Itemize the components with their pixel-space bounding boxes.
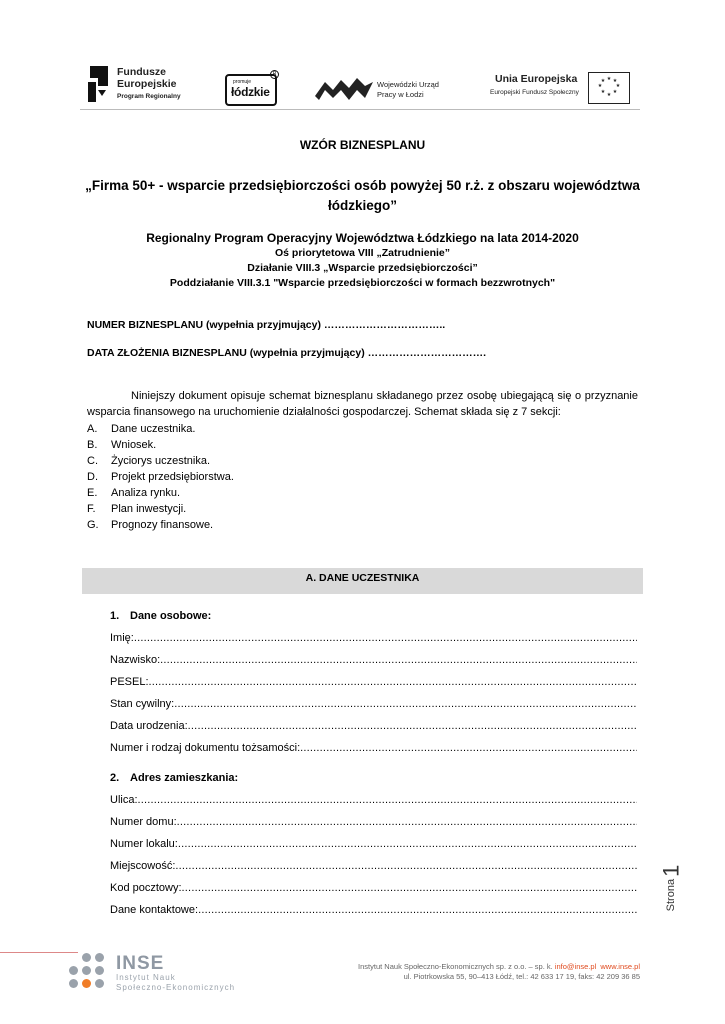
promuje-lodzkie-logo: [225, 70, 279, 104]
intro-paragraph: Niniejszy dokument opisuje schemat biznesplanu składanego przez osobę ubiegającą się o przyznanie wsparcia finansowego na uruchomienie działalności gospodarczej. Schemat składa się z 7 sekcji:: [87, 390, 638, 418]
submission-date-field: DATA ZŁOŻENIA BIZNESPLANU (wypełnia przyjmujący) …………………………….: [87, 347, 487, 359]
lodz-small-text: promuje: [233, 79, 252, 85]
personal-data-heading: 1. Dane osobowe:: [110, 610, 212, 622]
birth-date-field[interactable]: Data urodzenia: .....: [110, 720, 637, 732]
city-field[interactable]: Miejscowość: .....: [110, 860, 637, 872]
inse-logo: [66, 953, 256, 993]
svg-text:★: ★: [615, 83, 621, 89]
house-number-field[interactable]: Numer domu: .....: [110, 816, 637, 828]
program-name: Regionalny Program Operacyjny Województwa Łódzkiego na lata 2014-2020: [146, 231, 579, 245]
wup-line2: Pracy w Łodzi: [377, 90, 424, 99]
list-item: E. Analiza rynku.: [87, 487, 181, 499]
list-item: B. Wniosek.: [87, 439, 157, 451]
list-item: G. Prognozy finansowe.: [87, 519, 214, 531]
eu-subtitle: Europejski Fundusz Społeczny: [490, 89, 579, 96]
pesel-field[interactable]: PESEL: .....: [110, 676, 637, 688]
footer-contact: Instytut Nauk Społeczno-Ekonomicznych sp. z o.o. – sp. k. info@inse.pl www.inse.pl ul. Piotrkowska 55, 90–413 Łódź, tel.: 42 633 17 19, faks: 42 209 36 85: [358, 962, 640, 981]
list-item: D. Projekt przedsiębiorstwa.: [87, 471, 234, 483]
marital-status-field[interactable]: Stan cywilny: .....: [110, 698, 637, 710]
registered-mark-icon: R: [270, 70, 279, 79]
first-name-field[interactable]: Imię: .....: [110, 632, 637, 644]
svg-text:★: ★: [606, 92, 612, 98]
inse-name: INSE: [116, 953, 165, 974]
apartment-number-field[interactable]: Numer lokalu: .....: [110, 838, 637, 850]
postal-code-field[interactable]: Kod pocztowy: .....: [110, 882, 637, 894]
inse-sub1: Instytut Nauk: [116, 973, 176, 982]
measure: Działanie VIII.3 „Wsparcie przedsiębiorczości”: [247, 262, 478, 274]
wup-logo: [315, 76, 445, 106]
svg-text:★: ★: [600, 89, 606, 95]
fe-line1: Fundusze: [117, 66, 166, 78]
list-item: F. Plan inwestycji.: [87, 503, 187, 515]
fundusze-europejskie-logo: [86, 64, 196, 108]
submeasure: Poddziałanie VIII.3.1 "Wsparcie przedsiębiorczości w formach bezzwrotnych": [169, 277, 556, 289]
eu-title: Unia Europejska: [495, 73, 578, 85]
id-document-field[interactable]: Numer i rodzaj dokumentu tożsamości: .....: [110, 742, 637, 754]
eu-flag-icon: [588, 72, 630, 104]
inse-sub2: Społeczno-Ekonomicznych: [116, 983, 236, 992]
project-title: „Firma 50+ - wsparcie przedsiębiorczości osób powyżej 50 r.ż. z obszaru województwa łódzkiego”: [85, 178, 640, 213]
fe-line3: Program Regionalny: [117, 93, 181, 100]
svg-text:★: ★: [606, 76, 612, 82]
eu-logo: [490, 70, 640, 106]
wup-line1: Wojewódzki Urząd: [377, 80, 439, 89]
svg-text:★: ★: [612, 89, 618, 95]
wup-emblem-icon: [315, 76, 373, 102]
business-plan-number-field: NUMER BIZNESPLANU (wypełnia przyjmujący) ……………………………..: [87, 319, 446, 331]
section-a-header: [82, 568, 643, 594]
fe-line2: Europejskie: [117, 78, 177, 90]
lodz-big-text: łódzkie: [231, 85, 270, 99]
email-link[interactable]: info@inse.pl: [554, 962, 597, 971]
contact-data-field[interactable]: Dane kontaktowe: .....: [110, 904, 637, 916]
svg-text:★: ★: [597, 83, 603, 89]
last-name-field[interactable]: Nazwisko: .....: [110, 654, 637, 666]
list-item: A. Dane uczestnika.: [87, 423, 196, 435]
sections-list: [87, 421, 234, 533]
street-field[interactable]: Ulica: .....: [110, 794, 637, 806]
document-title: WZÓR BIZNESPLANU: [299, 138, 426, 152]
list-item: C. Życiorys uczestnika.: [87, 455, 211, 467]
fe-star-icon: [86, 64, 112, 104]
section-a-title: A. DANE UCZESTNIKA: [305, 572, 420, 584]
address-heading: 2. Adres zamieszkania:: [110, 772, 239, 784]
page-number: Strona1: [658, 864, 684, 912]
priority-axis: Oś priorytetowa VIII „Zatrudnienie”: [274, 247, 451, 259]
svg-text:★: ★: [600, 78, 606, 84]
website-link[interactable]: www.inse.pl: [600, 962, 640, 971]
svg-text:★: ★: [612, 78, 618, 84]
